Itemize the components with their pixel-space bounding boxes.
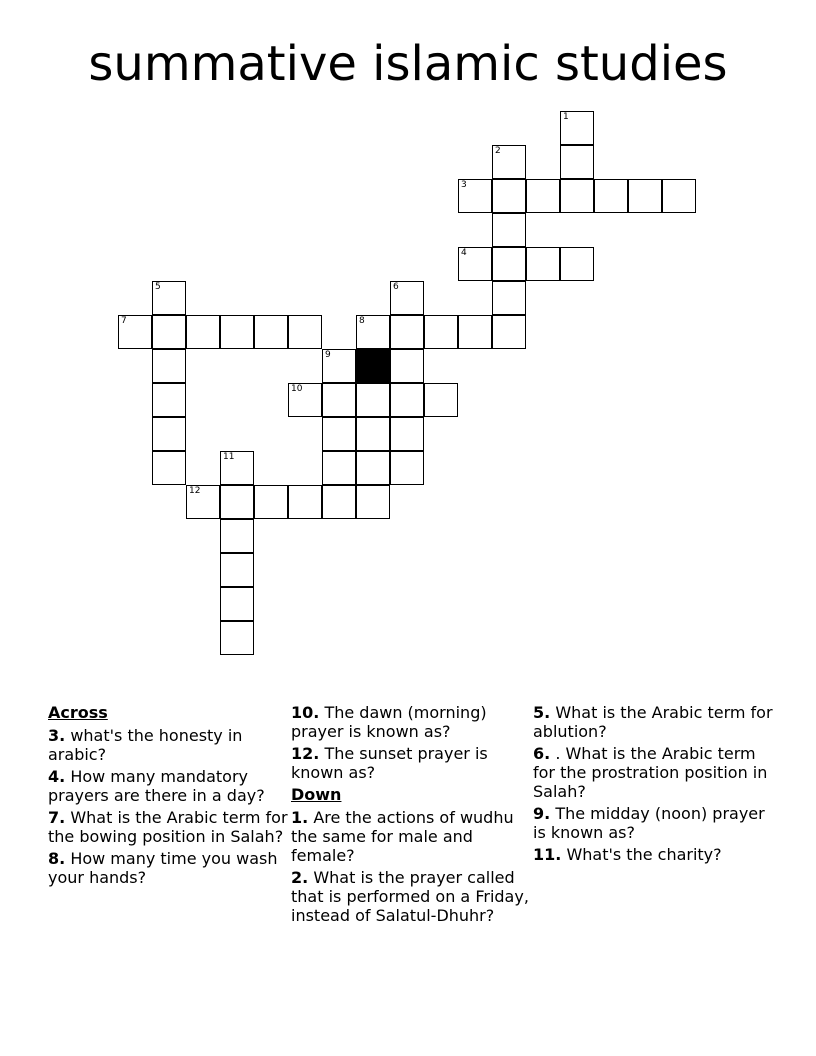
grid-cell[interactable] bbox=[390, 349, 424, 383]
grid-cell[interactable] bbox=[322, 485, 356, 519]
grid-cell[interactable] bbox=[356, 485, 390, 519]
clue-item-text: What is the Arabic term for ablution? bbox=[533, 703, 773, 741]
grid-cell[interactable] bbox=[390, 281, 424, 315]
grid-cell[interactable] bbox=[254, 315, 288, 349]
clue-item bbox=[48, 808, 288, 846]
clue-item-number: 2. bbox=[291, 868, 309, 887]
grid-cell[interactable] bbox=[390, 383, 424, 417]
grid-cell[interactable] bbox=[152, 349, 186, 383]
grid-cell[interactable] bbox=[628, 179, 662, 213]
grid-cell[interactable] bbox=[288, 383, 322, 417]
clue-item-number: 9. bbox=[533, 804, 551, 823]
grid-cell[interactable] bbox=[152, 315, 186, 349]
across-clue-list-continued bbox=[291, 703, 531, 782]
clue-item-text: How many time you wash your hands? bbox=[48, 849, 278, 887]
grid-cell[interactable] bbox=[322, 383, 356, 417]
clue-item bbox=[291, 703, 531, 741]
clue-item-number: 4. bbox=[48, 767, 66, 786]
clue-item-number: 12. bbox=[291, 744, 320, 763]
clue-number: 7 bbox=[121, 316, 127, 326]
clue-item-number: 5. bbox=[533, 703, 551, 722]
grid-cell[interactable] bbox=[220, 587, 254, 621]
clue-item-number: 3. bbox=[48, 726, 66, 745]
grid-cell[interactable] bbox=[288, 315, 322, 349]
clue-item-text: The sunset prayer is known as? bbox=[291, 744, 488, 782]
clue-item-number: 7. bbox=[48, 808, 66, 827]
clue-number: 11 bbox=[223, 452, 235, 462]
clue-number: 9 bbox=[325, 350, 331, 360]
clue-number: 5 bbox=[155, 282, 161, 292]
grid-cell[interactable] bbox=[152, 281, 186, 315]
clue-item-text: What is the Arabic term for the bowing position in Salah? bbox=[48, 808, 288, 846]
grid-cell[interactable] bbox=[560, 111, 594, 145]
clue-item bbox=[291, 744, 531, 782]
down-clue-list-continued bbox=[533, 703, 773, 864]
clue-number: 1 bbox=[563, 112, 569, 122]
clue-item bbox=[533, 703, 773, 741]
clue-number: 10 bbox=[291, 384, 303, 394]
grid-block bbox=[356, 349, 390, 383]
clue-item-number: 6. bbox=[533, 744, 551, 763]
grid-cell[interactable] bbox=[220, 553, 254, 587]
clue-number: 3 bbox=[461, 180, 467, 190]
clue-number: 2 bbox=[495, 146, 501, 156]
clue-item bbox=[533, 744, 773, 801]
clue-item bbox=[48, 849, 288, 887]
grid-cell[interactable] bbox=[186, 485, 220, 519]
clue-item bbox=[291, 808, 531, 865]
clue-item bbox=[48, 767, 288, 805]
grid-cell[interactable] bbox=[424, 383, 458, 417]
clue-item-number: 10. bbox=[291, 703, 320, 722]
grid-cell[interactable] bbox=[492, 213, 526, 247]
grid-cell[interactable] bbox=[662, 179, 696, 213]
grid-cell[interactable] bbox=[254, 485, 288, 519]
grid-cell[interactable] bbox=[288, 485, 322, 519]
clues-column-2 bbox=[291, 703, 531, 928]
grid-cell[interactable] bbox=[152, 417, 186, 451]
grid-cell[interactable] bbox=[492, 145, 526, 179]
clues-column-1 bbox=[48, 703, 288, 890]
grid-cell[interactable] bbox=[526, 247, 560, 281]
grid-cell[interactable] bbox=[220, 485, 254, 519]
clue-number: 12 bbox=[189, 486, 201, 496]
clue-item-number: 1. bbox=[291, 808, 309, 827]
clue-item-text: How many mandatory prayers are there in a day? bbox=[48, 767, 265, 805]
grid-cell[interactable] bbox=[492, 247, 526, 281]
grid-cell[interactable] bbox=[186, 315, 220, 349]
grid-cell[interactable] bbox=[458, 179, 492, 213]
grid-cell[interactable] bbox=[220, 519, 254, 553]
grid-cell[interactable] bbox=[356, 451, 390, 485]
clue-item-text: . What is the Arabic term for the prostration position in Salah? bbox=[533, 744, 768, 801]
grid-cell[interactable] bbox=[322, 451, 356, 485]
clue-item-number: 11. bbox=[533, 845, 562, 864]
grid-cell[interactable] bbox=[492, 315, 526, 349]
grid-cell[interactable] bbox=[118, 315, 152, 349]
grid-cell[interactable] bbox=[458, 315, 492, 349]
grid-cell[interactable] bbox=[526, 179, 560, 213]
grid-cell[interactable] bbox=[220, 451, 254, 485]
clue-item-text: The dawn (morning) prayer is known as? bbox=[291, 703, 487, 741]
clue-item-text: Are the actions of wudhu the same for male and female? bbox=[291, 808, 514, 865]
clue-item-text: What's the charity? bbox=[566, 845, 722, 864]
clue-item-text: What is the prayer called that is performed on a Friday, instead of Salatul-Dhuhr? bbox=[291, 868, 529, 925]
grid-cell[interactable] bbox=[152, 383, 186, 417]
across-heading: Across bbox=[48, 703, 108, 722]
across-clue-list bbox=[48, 726, 288, 887]
grid-cell[interactable] bbox=[322, 417, 356, 451]
grid-cell[interactable] bbox=[220, 315, 254, 349]
clue-item bbox=[533, 845, 773, 864]
clue-number: 4 bbox=[461, 248, 467, 258]
grid-cell[interactable] bbox=[390, 451, 424, 485]
clue-number: 8 bbox=[359, 316, 365, 326]
down-heading: Down bbox=[291, 785, 342, 804]
grid-cell[interactable] bbox=[424, 315, 458, 349]
grid-cell[interactable] bbox=[560, 179, 594, 213]
grid-cell[interactable] bbox=[390, 315, 424, 349]
grid-cell[interactable] bbox=[560, 145, 594, 179]
grid-cell[interactable] bbox=[390, 417, 424, 451]
grid-cell[interactable] bbox=[492, 179, 526, 213]
grid-cell[interactable] bbox=[152, 451, 186, 485]
clue-item bbox=[48, 726, 288, 764]
puzzle-title: summative islamic studies bbox=[88, 36, 728, 92]
grid-cell[interactable] bbox=[356, 315, 390, 349]
grid-cell[interactable] bbox=[322, 349, 356, 383]
grid-cell[interactable] bbox=[356, 383, 390, 417]
clue-item bbox=[533, 804, 773, 842]
clue-item-text: The midday (noon) prayer is known as? bbox=[533, 804, 765, 842]
down-clue-list bbox=[291, 808, 531, 925]
grid-cell[interactable] bbox=[492, 281, 526, 315]
grid-cell[interactable] bbox=[458, 247, 492, 281]
clue-number: 6 bbox=[393, 282, 399, 292]
clue-item bbox=[291, 868, 531, 925]
clue-item-text: what's the honesty in arabic? bbox=[48, 726, 243, 764]
grid-cell[interactable] bbox=[356, 417, 390, 451]
clues-column-3 bbox=[533, 703, 773, 867]
grid-cell[interactable] bbox=[220, 621, 254, 655]
clue-item-number: 8. bbox=[48, 849, 66, 868]
grid-cell[interactable] bbox=[594, 179, 628, 213]
grid-cell[interactable] bbox=[560, 247, 594, 281]
